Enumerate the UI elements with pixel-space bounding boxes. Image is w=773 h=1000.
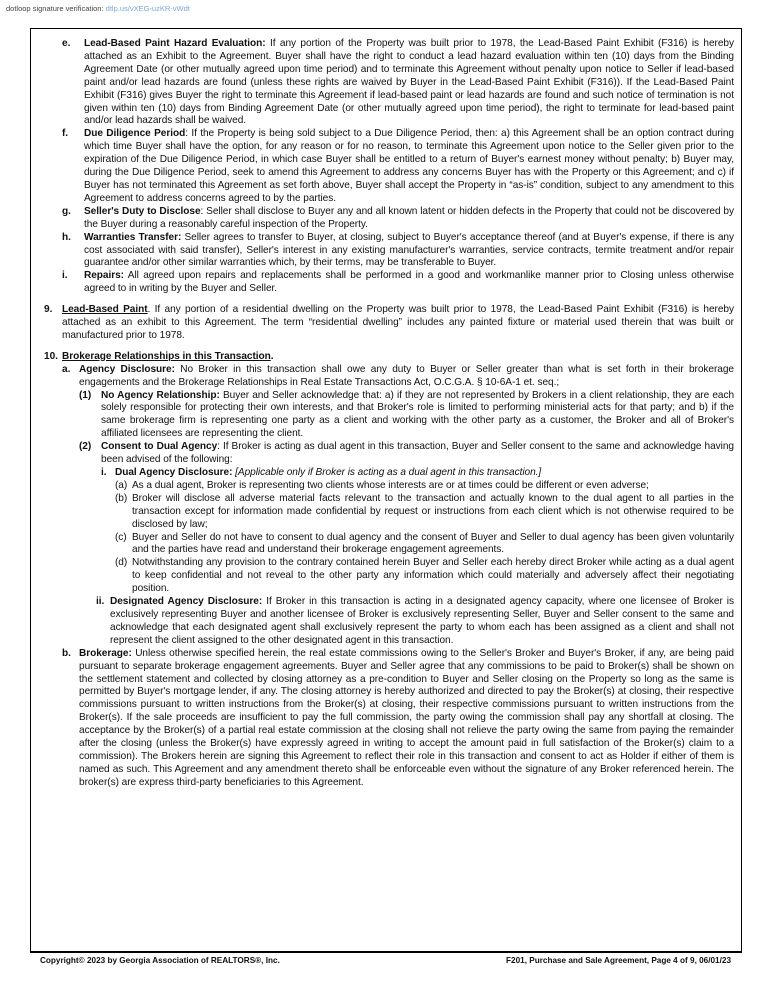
footer-copyright: Copyright© 2023 by Georgia Association of REALTORS®, Inc. — [40, 956, 280, 965]
text-9: . If any portion of a residential dwelling on the Property was built prior to 1978, the Lead-Based Paint Exhibit (F316) is hereby attached as an exhibit to this Agreement. The term “residential dwelling” includes any painted fixture or material used therein that was built or manufactured prior to 1978. — [62, 304, 734, 341]
text-i: All agreed upon repairs and replacements shall be performed in a good and workmanlike manner prior to Closing unless otherwise agreed to in writing by the Buyer and Seller. — [84, 270, 734, 295]
marker-f: f. — [62, 128, 69, 140]
text-dual-c: Buyer and Seller do not have to consent to dual agency and the consent of Buyer and Seller to dual agency has been given voluntarily and the parties have read and understand their brokerage engagement agreements. — [132, 531, 734, 556]
marker-e: e. — [62, 38, 71, 49]
marker-dual-a: (a) — [115, 479, 128, 491]
heading-sellers-duty: Seller's Duty to Disclose — [84, 205, 201, 217]
paragraph-e — [44, 38, 734, 128]
footer-form-id: F201, Purchase and Sale Agreement, Page 4 of 9, 06/01/23 — [506, 956, 731, 965]
heading-lead-based-paint: Lead-Based Paint — [62, 304, 148, 316]
text-10b: Unless otherwise specified herein, the real estate commissions owing to the Seller's Broker and Buyer's Broker, if any, are being paid pursuant to separate brokerage engagement agreements. Buyer and Seller agree that any commissions to be paid to Broker(s) shall be shown on the settlement statement and collected by closing attorney as a pre-condition to Buyer and Seller closing on the Property so long as the same is permitted by Buyer's mortgage lender, if any. The closing attorney is hereby authorized and directed to pay the Broker(s) at closing, their respective commissions pursuant to written instructions from the Broker(s) at closing, their respective commissions pursuant to written instructions from the Broker(s). If the sale proceeds are insufficient to pay the full commission, the party owing the commission shall pay any shortfall at closing. The acceptance by the Broker(s) of a partial real estate commission at the closing shall not relieve the party owing the same from paying the remainder after the closing (unless the Broker(s) have expressly agreed in writing to accept the amount paid in full satisfaction of the Broker(s) claim to a commission). The Brokers herein are signing this Agreement to reflect their role in this transaction and consent to act as Holder if either of them is named as such. This Agreement and any amendment thereto shall be enforceable even without the signature of any Broker referenced herein. The broker(s) are express third-party beneficiaries to this Agreement. — [79, 647, 734, 788]
verification-link[interactable]: dtlp.us/vXEG-uzKR-vWdt — [105, 4, 190, 13]
marker-10a: a. — [62, 363, 71, 375]
text-e: If any portion of the Property was built prior to 1978, the Lead-Based Paint Exhibit (F316) is hereby attached as an Exhibit to the Agreement. Buyer shall have the right to conduct a lead hazard evaluation within ten (10) days from the Binding Agreement Date (or other mutually agreed upon time period) and to terminate this Agreement without penalty upon notice to Seller if lead-based paint and/or lead hazards are found (unless these rights are waived by Buyer in the Lead-Based Paint Exhibit (F316)). If the Lead-Based Paint Exhibit (F316) gives Buyer the right to terminate this Agreement if lead-based paint or lead hazards are found and such notice of termination is not given within ten (10) days from Binding Agreement Date (or other mutually agreed upon time period), the right to terminate for lead-based paint and/or lead hazards shall be waived. — [84, 38, 734, 127]
section-10a-2-i — [44, 467, 734, 480]
heading-due-diligence: Due Diligence Period — [84, 128, 186, 140]
paragraph-f — [44, 128, 734, 205]
section-10 — [44, 351, 734, 364]
text-g: : Seller shall disclose to Buyer any and all known latent or hidden defects in the Property that could not be discovered by the Buyer during a reasonably careful inspection of the Property. — [84, 205, 734, 230]
text-dual-d: Notwithstanding any provision to the contrary contained herein Buyer and Seller each hereby direct Broker while acting as a dual agent to keep confidential and not reveal to the other party any information which could materially and adversely affect their negotiating position. — [132, 557, 734, 595]
marker-10a-2: (2) — [79, 441, 92, 453]
text-10a-2: : If Broker is acting as dual agent in this transaction, Buyer and Seller consent to the same and acknowledge having been advised of the following: — [101, 441, 734, 466]
dual-item-d — [44, 557, 734, 596]
text-h: Seller agrees to transfer to Buyer, at closing, subject to Buyer's acceptance thereof (and at Buyer's expense, if there is any cost associated with said transfer), Seller's interest in any existing manufacturer's warranties, service contracts, termite treatment and/or repair guarantee and/or other similar warranties which, by their terms, may be transferable to Buyer. — [84, 231, 734, 269]
section-10a — [44, 364, 734, 390]
marker-dual-b: (b) — [115, 492, 128, 504]
text-f: : If the Property is being sold subject to a Due Diligence Period, then: a) this Agreement shall be an option contract during which time Buyer shall have the option, for any reason or for no reason, to terminate this Agreement upon notice to the Seller given prior to the expiration of the Due Diligence Period, in which case Buyer shall be entitled to a return of Buyer's earnest money without penalty; b) Buyer may, during the Due Diligence Period, seek to amend this Agreement to address any concerns Buyer has with the Property or this Agreement; and c) if Buyer has not terminated this Agreement as set forth above, Buyer shall accept the Property in “as-is” condition, subject to any amendment to this Agreement to address concerns agreed to by the parties. — [84, 128, 734, 204]
text-dual-a: As a dual agent, Broker is representing two clients whose interests are or at times could be different or even adverse; — [132, 479, 649, 491]
marker-g: g. — [62, 205, 71, 217]
dual-item-a — [44, 480, 734, 493]
marker-9: 9. — [44, 304, 53, 316]
heading-repairs: Repairs: — [84, 270, 124, 282]
heading-brokerage-relationships: Brokerage Relationships in this Transaction — [62, 350, 271, 362]
marker-10a-2-ii: ii. — [96, 596, 105, 608]
dual-item-c — [44, 532, 734, 558]
marker-10a-2-i: i. — [101, 467, 107, 478]
heading-lead-based-paint-hazard: Lead-Based Paint Hazard Evaluation: — [84, 38, 266, 49]
dotloop-verification — [6, 4, 190, 13]
text-10a-2-ii: If Broker in this transaction is acting in a designated agency capacity, where one licensee of Broker is exclusively representing Buyer and another licensee of Broker is exclusively representing Seller, Buyer and Seller consent to the same and acknowledge that each designated agent shall exclusively represent the party to whom each has been assigned as a client and shall not represent the client assigned to the other designated agent in this transaction. — [110, 596, 734, 646]
heading-no-agency: No Agency Relationship: — [101, 389, 220, 401]
paragraph-i — [44, 270, 734, 296]
section-10b — [44, 648, 734, 790]
dual-item-b — [44, 493, 734, 532]
footer-rule — [30, 951, 742, 953]
document-body — [44, 38, 734, 790]
text-10a-1: Buyer and Seller acknowledge that: a) if they are not represented by Brokers in a client relationship, they are each solely responsible for protecting their own interests, and that Broker's role is limited to performing ministerial acts for that party; and b) if the same brokerage firm is representing one party as a client and working with the other party as a customer, the Broker and all of Broker's affiliated licensees are representing the client. — [101, 389, 735, 440]
section-9 — [44, 304, 734, 343]
text-10a: No Broker in this transaction shall owe any duty to Buyer or Seller greater than what is set forth in their brokerage engagements and the Brokerage Relationships in Real Estate Transactions Act, O.C.G.A. § 10-6A-1 et. seq.; — [79, 363, 734, 388]
text-dual-b: Broker will disclose all adverse material facts relevant to the transaction and actually known to the dual agent to all parties in the transaction except for information made confidential by request or instructions from each client which is not otherwise required to be disclosed by law; — [132, 492, 734, 530]
text-dual-agency-applicable: [Applicable only if Broker is acting as a dual agent in this transaction.] — [232, 467, 542, 478]
paragraph-h — [44, 232, 734, 271]
section-10a-2-ii — [44, 596, 734, 648]
marker-h: h. — [62, 231, 71, 243]
heading-brokerage: Brokerage: — [79, 647, 132, 659]
section-10a-1 — [44, 390, 734, 442]
section-10a-2 — [44, 441, 734, 467]
marker-10: 10. — [44, 350, 58, 362]
heading-dual-agency-disclosure: Dual Agency Disclosure: — [115, 467, 233, 478]
heading-warranties-transfer: Warranties Transfer: — [84, 231, 182, 243]
heading-designated-agency: Designated Agency Disclosure: — [110, 596, 263, 608]
heading-brokerage-period: . — [270, 350, 274, 362]
heading-agency-disclosure: Agency Disclosure: — [79, 363, 175, 375]
paragraph-g — [44, 206, 734, 232]
marker-10a-1: (1) — [79, 389, 92, 401]
marker-i: i. — [62, 270, 68, 282]
heading-consent-dual-agency: Consent to Dual Agency — [101, 441, 218, 453]
verification-label: dotloop signature verification: — [6, 4, 104, 13]
marker-10b: b. — [62, 647, 71, 659]
marker-dual-d: (d) — [115, 557, 128, 569]
marker-dual-c: (c) — [115, 531, 127, 543]
